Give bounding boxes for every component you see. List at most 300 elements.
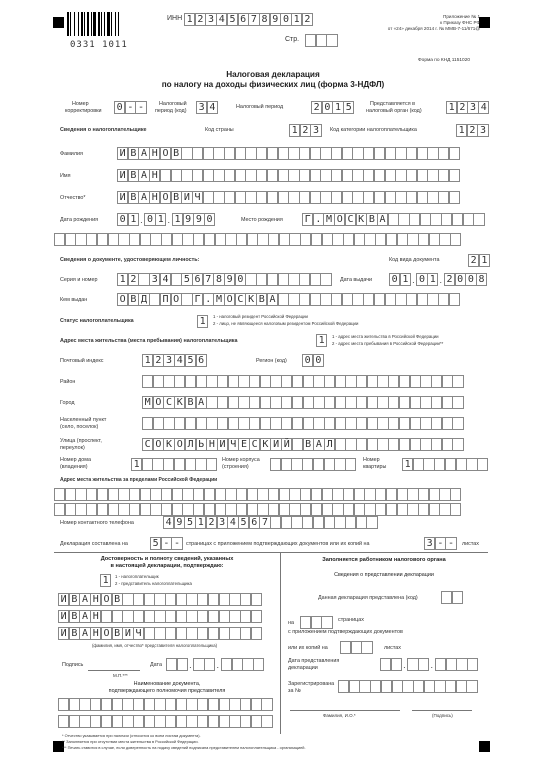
- input-cell[interactable]: 4: [216, 13, 227, 26]
- region-field[interactable]: [302, 354, 323, 367]
- input-cell[interactable]: И: [58, 610, 69, 623]
- input-cell[interactable]: [288, 169, 299, 182]
- input-cell[interactable]: [423, 458, 434, 471]
- input-cell[interactable]: [463, 213, 474, 226]
- input-cell[interactable]: [445, 680, 456, 693]
- input-cell[interactable]: [418, 233, 429, 246]
- input-cell[interactable]: [257, 488, 268, 501]
- input-cell[interactable]: 6: [249, 516, 260, 529]
- input-cell[interactable]: [75, 503, 86, 516]
- input-cell[interactable]: [166, 658, 177, 671]
- input-cell[interactable]: В: [69, 627, 80, 640]
- input-cell[interactable]: [450, 488, 461, 501]
- input-cell[interactable]: [361, 641, 372, 654]
- input-cell[interactable]: [193, 488, 204, 501]
- input-cell[interactable]: [144, 698, 155, 711]
- input-cell[interactable]: [278, 293, 289, 306]
- input-cell[interactable]: [176, 715, 187, 728]
- input-cell[interactable]: [345, 396, 356, 409]
- input-cell[interactable]: [300, 488, 311, 501]
- office-date-field[interactable]: . .: [380, 658, 478, 671]
- input-cell[interactable]: [225, 503, 236, 516]
- input-cell[interactable]: [256, 191, 267, 204]
- input-cell[interactable]: [203, 169, 214, 182]
- input-cell[interactable]: [161, 503, 172, 516]
- input-cell[interactable]: [300, 233, 311, 246]
- input-cell[interactable]: [431, 438, 442, 451]
- input-cell[interactable]: [331, 169, 342, 182]
- input-cell[interactable]: [90, 698, 101, 711]
- input-cell[interactable]: [438, 169, 449, 182]
- input-cell[interactable]: [417, 191, 428, 204]
- input-cell[interactable]: И: [58, 627, 69, 640]
- input-cell[interactable]: [197, 610, 208, 623]
- input-cell[interactable]: [402, 680, 413, 693]
- input-cell[interactable]: [219, 698, 230, 711]
- input-cell[interactable]: [320, 293, 331, 306]
- input-cell[interactable]: [193, 503, 204, 516]
- input-cell[interactable]: [417, 293, 428, 306]
- input-cell[interactable]: [196, 417, 207, 430]
- input-cell[interactable]: [154, 715, 165, 728]
- input-cell[interactable]: [174, 417, 185, 430]
- input-cell[interactable]: [438, 147, 449, 160]
- input-cell[interactable]: А: [79, 627, 90, 640]
- office-fio-line[interactable]: [290, 710, 400, 711]
- input-cell[interactable]: [208, 698, 219, 711]
- input-cell[interactable]: [229, 627, 240, 640]
- pages-field[interactable]: [150, 537, 182, 550]
- input-cell[interactable]: [176, 698, 187, 711]
- signer-name-field[interactable]: [58, 610, 261, 623]
- input-cell[interactable]: [431, 375, 442, 388]
- input-cell[interactable]: [256, 169, 267, 182]
- input-cell[interactable]: [299, 147, 310, 160]
- input-cell[interactable]: [429, 233, 440, 246]
- input-cell[interactable]: О: [174, 438, 185, 451]
- input-cell[interactable]: 0: [455, 273, 466, 286]
- input-cell[interactable]: 3: [310, 124, 321, 137]
- input-cell[interactable]: 2: [468, 254, 479, 267]
- input-cell[interactable]: [356, 375, 367, 388]
- input-cell[interactable]: Н: [149, 169, 160, 182]
- input-cell[interactable]: А: [138, 191, 149, 204]
- input-cell[interactable]: [434, 458, 445, 471]
- input-cell[interactable]: [442, 438, 453, 451]
- input-cell[interactable]: К: [260, 438, 271, 451]
- input-cell[interactable]: [439, 488, 450, 501]
- input-cell[interactable]: [181, 169, 192, 182]
- input-cell[interactable]: В: [185, 396, 196, 409]
- input-cell[interactable]: [213, 147, 224, 160]
- foreign-address-line-1[interactable]: [54, 488, 461, 501]
- input-cell[interactable]: [240, 715, 251, 728]
- input-cell[interactable]: [313, 417, 324, 430]
- input-cell[interactable]: [313, 458, 324, 471]
- input-cell[interactable]: 2: [300, 124, 311, 137]
- input-cell[interactable]: [219, 627, 230, 640]
- input-cell[interactable]: [316, 34, 327, 47]
- input-cell[interactable]: [407, 658, 418, 671]
- input-cell[interactable]: 9: [224, 273, 235, 286]
- input-cell[interactable]: 4: [227, 516, 238, 529]
- input-cell[interactable]: [251, 593, 262, 606]
- input-cell[interactable]: [238, 396, 249, 409]
- input-cell[interactable]: Ч: [133, 627, 144, 640]
- status-field[interactable]: [197, 315, 208, 328]
- input-cell[interactable]: [101, 698, 112, 711]
- input-cell[interactable]: [377, 438, 388, 451]
- input-cell[interactable]: 3: [424, 537, 435, 550]
- input-cell[interactable]: [450, 503, 461, 516]
- input-cell[interactable]: В: [366, 213, 377, 226]
- input-cell[interactable]: 3: [205, 13, 216, 26]
- input-cell[interactable]: А: [79, 610, 90, 623]
- input-cell[interactable]: [407, 503, 418, 516]
- input-cell[interactable]: [441, 213, 452, 226]
- input-cell[interactable]: [445, 458, 456, 471]
- input-cell[interactable]: [300, 503, 311, 516]
- input-cell[interactable]: [176, 627, 187, 640]
- input-cell[interactable]: [58, 698, 69, 711]
- input-cell[interactable]: [144, 610, 155, 623]
- input-cell[interactable]: [439, 503, 450, 516]
- input-cell[interactable]: В: [171, 147, 182, 160]
- input-cell[interactable]: [385, 147, 396, 160]
- input-cell[interactable]: [86, 503, 97, 516]
- dob-field[interactable]: 0 1 . 0 1 . 1 9 9 0: [117, 213, 215, 226]
- input-cell[interactable]: [249, 417, 260, 430]
- input-cell[interactable]: [324, 375, 335, 388]
- input-cell[interactable]: Н: [149, 147, 160, 160]
- input-cell[interactable]: [204, 503, 215, 516]
- input-cell[interactable]: [406, 169, 417, 182]
- input-cell[interactable]: [343, 503, 354, 516]
- input-cell[interactable]: -: [435, 537, 446, 550]
- input-cell[interactable]: [442, 396, 453, 409]
- input-cell[interactable]: 7: [248, 13, 259, 26]
- input-cell[interactable]: [370, 680, 381, 693]
- input-cell[interactable]: [410, 375, 421, 388]
- input-cell[interactable]: 1: [131, 458, 142, 471]
- input-cell[interactable]: [229, 593, 240, 606]
- input-cell[interactable]: [473, 213, 484, 226]
- input-cell[interactable]: [410, 438, 421, 451]
- input-cell[interactable]: [149, 293, 160, 306]
- input-cell[interactable]: [356, 438, 367, 451]
- input-cell[interactable]: Е: [238, 438, 249, 451]
- input-cell[interactable]: [288, 147, 299, 160]
- input-cell[interactable]: [196, 375, 207, 388]
- input-cell[interactable]: [204, 658, 215, 671]
- building-field[interactable]: [270, 458, 356, 471]
- input-cell[interactable]: [133, 698, 144, 711]
- input-cell[interactable]: [279, 488, 290, 501]
- input-cell[interactable]: 7: [203, 273, 214, 286]
- input-cell[interactable]: [289, 233, 300, 246]
- input-cell[interactable]: [321, 616, 332, 629]
- office-pages-field[interactable]: [300, 616, 332, 629]
- input-cell[interactable]: [161, 488, 172, 501]
- input-cell[interactable]: [456, 658, 467, 671]
- input-cell[interactable]: [219, 593, 230, 606]
- input-cell[interactable]: [174, 375, 185, 388]
- input-cell[interactable]: [215, 488, 226, 501]
- input-cell[interactable]: [386, 488, 397, 501]
- input-cell[interactable]: М: [213, 293, 224, 306]
- input-cell[interactable]: [442, 417, 453, 430]
- input-cell[interactable]: [206, 458, 217, 471]
- input-cell[interactable]: [225, 233, 236, 246]
- input-cell[interactable]: [456, 458, 467, 471]
- input-cell[interactable]: [367, 417, 378, 430]
- input-cell[interactable]: [356, 396, 367, 409]
- input-cell[interactable]: [324, 417, 335, 430]
- input-cell[interactable]: [345, 375, 356, 388]
- input-cell[interactable]: [420, 375, 431, 388]
- input-cell[interactable]: [342, 191, 353, 204]
- input-cell[interactable]: [438, 293, 449, 306]
- input-cell[interactable]: [420, 396, 431, 409]
- input-cell[interactable]: [281, 375, 292, 388]
- input-cell[interactable]: [399, 396, 410, 409]
- input-cell[interactable]: [97, 503, 108, 516]
- input-cell[interactable]: 0: [204, 213, 215, 226]
- input-cell[interactable]: 1: [479, 254, 490, 267]
- input-cell[interactable]: [446, 658, 457, 671]
- input-cell[interactable]: [122, 698, 133, 711]
- input-cell[interactable]: [338, 680, 349, 693]
- input-cell[interactable]: [377, 417, 388, 430]
- input-cell[interactable]: [366, 516, 377, 529]
- input-cell[interactable]: [171, 273, 182, 286]
- input-cell[interactable]: [118, 233, 129, 246]
- input-cell[interactable]: О: [101, 593, 112, 606]
- input-cell[interactable]: [395, 147, 406, 160]
- input-cell[interactable]: 5: [150, 537, 161, 550]
- input-cell[interactable]: [229, 610, 240, 623]
- input-cell[interactable]: [144, 715, 155, 728]
- input-cell[interactable]: [122, 610, 133, 623]
- input-cell[interactable]: [407, 488, 418, 501]
- input-cell[interactable]: 3: [477, 124, 488, 137]
- input-cell[interactable]: [142, 458, 153, 471]
- input-cell[interactable]: 2: [444, 273, 455, 286]
- input-cell[interactable]: А: [138, 169, 149, 182]
- input-cell[interactable]: [374, 293, 385, 306]
- input-cell[interactable]: И: [270, 438, 281, 451]
- signer-doc-line-1[interactable]: [58, 698, 272, 711]
- input-cell[interactable]: 1: [456, 124, 467, 137]
- signer-doc-line-2[interactable]: [58, 715, 272, 728]
- input-cell[interactable]: 3: [149, 273, 160, 286]
- pob-field-line-2[interactable]: [54, 233, 461, 246]
- input-cell[interactable]: [377, 375, 388, 388]
- input-cell[interactable]: [331, 191, 342, 204]
- input-cell[interactable]: [261, 698, 272, 711]
- input-cell[interactable]: О: [153, 396, 164, 409]
- input-cell[interactable]: [268, 488, 279, 501]
- input-cell[interactable]: [354, 503, 365, 516]
- input-cell[interactable]: [320, 169, 331, 182]
- input-cell[interactable]: [289, 503, 300, 516]
- input-cell[interactable]: [182, 488, 193, 501]
- issue-date-field[interactable]: 0 1 . 0 1 . 2 0 0 8: [389, 273, 487, 286]
- id-doc-type-field[interactable]: [468, 254, 489, 267]
- input-cell[interactable]: [388, 213, 399, 226]
- input-cell[interactable]: [101, 715, 112, 728]
- office-copies-field[interactable]: [340, 641, 372, 654]
- input-cell[interactable]: [122, 715, 133, 728]
- input-cell[interactable]: 4: [478, 101, 489, 114]
- input-cell[interactable]: [270, 417, 281, 430]
- input-cell[interactable]: [342, 293, 353, 306]
- input-cell[interactable]: И: [117, 147, 128, 160]
- input-cell[interactable]: 1: [172, 213, 183, 226]
- series-field[interactable]: [117, 273, 331, 286]
- input-cell[interactable]: [397, 488, 408, 501]
- input-cell[interactable]: [267, 169, 278, 182]
- input-cell[interactable]: [97, 488, 108, 501]
- input-cell[interactable]: [154, 698, 165, 711]
- input-cell[interactable]: 5: [343, 101, 354, 114]
- input-cell[interactable]: [97, 233, 108, 246]
- input-cell[interactable]: [224, 169, 235, 182]
- input-cell[interactable]: [245, 169, 256, 182]
- input-cell[interactable]: В: [128, 191, 139, 204]
- input-cell[interactable]: [375, 503, 386, 516]
- input-cell[interactable]: [364, 503, 375, 516]
- input-cell[interactable]: О: [224, 293, 235, 306]
- input-cell[interactable]: [75, 233, 86, 246]
- input-cell[interactable]: .: [203, 293, 214, 306]
- input-cell[interactable]: [197, 715, 208, 728]
- input-cell[interactable]: 8: [259, 13, 270, 26]
- input-cell[interactable]: А: [377, 213, 388, 226]
- input-cell[interactable]: [320, 147, 331, 160]
- input-cell[interactable]: [208, 715, 219, 728]
- input-cell[interactable]: [152, 458, 163, 471]
- input-cell[interactable]: [267, 147, 278, 160]
- input-cell[interactable]: [335, 396, 346, 409]
- input-cell[interactable]: 3: [467, 101, 478, 114]
- input-cell[interactable]: 2: [311, 101, 322, 114]
- input-cell[interactable]: В: [69, 610, 80, 623]
- input-cell[interactable]: [69, 715, 80, 728]
- input-cell[interactable]: [352, 293, 363, 306]
- input-cell[interactable]: Л: [324, 438, 335, 451]
- input-cell[interactable]: [185, 458, 196, 471]
- input-cell[interactable]: С: [142, 438, 153, 451]
- input-cell[interactable]: [281, 516, 292, 529]
- input-cell[interactable]: [409, 213, 420, 226]
- input-cell[interactable]: 1: [291, 13, 302, 26]
- input-cell[interactable]: [324, 458, 335, 471]
- input-cell[interactable]: [342, 169, 353, 182]
- input-cell[interactable]: [363, 191, 374, 204]
- input-cell[interactable]: [229, 715, 240, 728]
- input-cell[interactable]: -: [135, 101, 146, 114]
- input-cell[interactable]: [245, 273, 256, 286]
- authority-field[interactable]: [446, 101, 489, 114]
- input-cell[interactable]: [292, 396, 303, 409]
- input-cell[interactable]: [413, 680, 424, 693]
- input-cell[interactable]: [303, 375, 314, 388]
- input-cell[interactable]: [163, 375, 174, 388]
- input-cell[interactable]: [54, 233, 65, 246]
- input-cell[interactable]: [281, 458, 292, 471]
- input-cell[interactable]: [331, 293, 342, 306]
- input-cell[interactable]: 6: [238, 13, 249, 26]
- input-cell[interactable]: [311, 616, 322, 629]
- input-cell[interactable]: [417, 147, 428, 160]
- input-cell[interactable]: [322, 233, 333, 246]
- input-cell[interactable]: [335, 375, 346, 388]
- input-cell[interactable]: 3: [163, 354, 174, 367]
- input-cell[interactable]: [245, 147, 256, 160]
- input-cell[interactable]: [261, 715, 272, 728]
- input-cell[interactable]: 6: [192, 273, 203, 286]
- input-cell[interactable]: [108, 503, 119, 516]
- input-cell[interactable]: [326, 34, 337, 47]
- input-cell[interactable]: [424, 680, 435, 693]
- input-cell[interactable]: 2: [457, 101, 468, 114]
- input-cell[interactable]: 5: [185, 354, 196, 367]
- input-cell[interactable]: [236, 503, 247, 516]
- input-cell[interactable]: 6: [196, 354, 207, 367]
- input-cell[interactable]: [310, 169, 321, 182]
- input-cell[interactable]: [206, 396, 217, 409]
- input-cell[interactable]: С: [235, 293, 246, 306]
- input-cell[interactable]: [79, 715, 90, 728]
- input-cell[interactable]: [429, 503, 440, 516]
- input-cell[interactable]: 1: [446, 101, 457, 114]
- input-cell[interactable]: К: [356, 213, 367, 226]
- input-cell[interactable]: [310, 273, 321, 286]
- input-cell[interactable]: [224, 191, 235, 204]
- apartment-field[interactable]: [402, 458, 488, 471]
- input-cell[interactable]: [215, 503, 226, 516]
- input-cell[interactable]: [182, 503, 193, 516]
- input-cell[interactable]: [367, 396, 378, 409]
- input-cell[interactable]: [431, 396, 442, 409]
- input-cell[interactable]: [377, 396, 388, 409]
- input-cell[interactable]: [313, 375, 324, 388]
- input-cell[interactable]: [449, 169, 460, 182]
- inn-field[interactable]: [184, 13, 312, 26]
- input-cell[interactable]: [332, 233, 343, 246]
- input-cell[interactable]: [150, 488, 161, 501]
- settlement-field[interactable]: [142, 417, 463, 430]
- signer-date-field[interactable]: . .: [166, 658, 264, 671]
- input-cell[interactable]: [292, 417, 303, 430]
- input-cell[interactable]: Й: [281, 438, 292, 451]
- input-cell[interactable]: [313, 516, 324, 529]
- input-cell[interactable]: -: [445, 537, 456, 550]
- input-cell[interactable]: [278, 169, 289, 182]
- input-cell[interactable]: О: [101, 627, 112, 640]
- input-cell[interactable]: [407, 233, 418, 246]
- input-cell[interactable]: [420, 438, 431, 451]
- postal-field[interactable]: [142, 354, 206, 367]
- input-cell[interactable]: [65, 488, 76, 501]
- input-cell[interactable]: [310, 191, 321, 204]
- input-cell[interactable]: -: [161, 537, 172, 550]
- input-cell[interactable]: [197, 593, 208, 606]
- street-field[interactable]: [142, 438, 463, 451]
- input-cell[interactable]: [363, 293, 374, 306]
- input-cell[interactable]: [247, 503, 258, 516]
